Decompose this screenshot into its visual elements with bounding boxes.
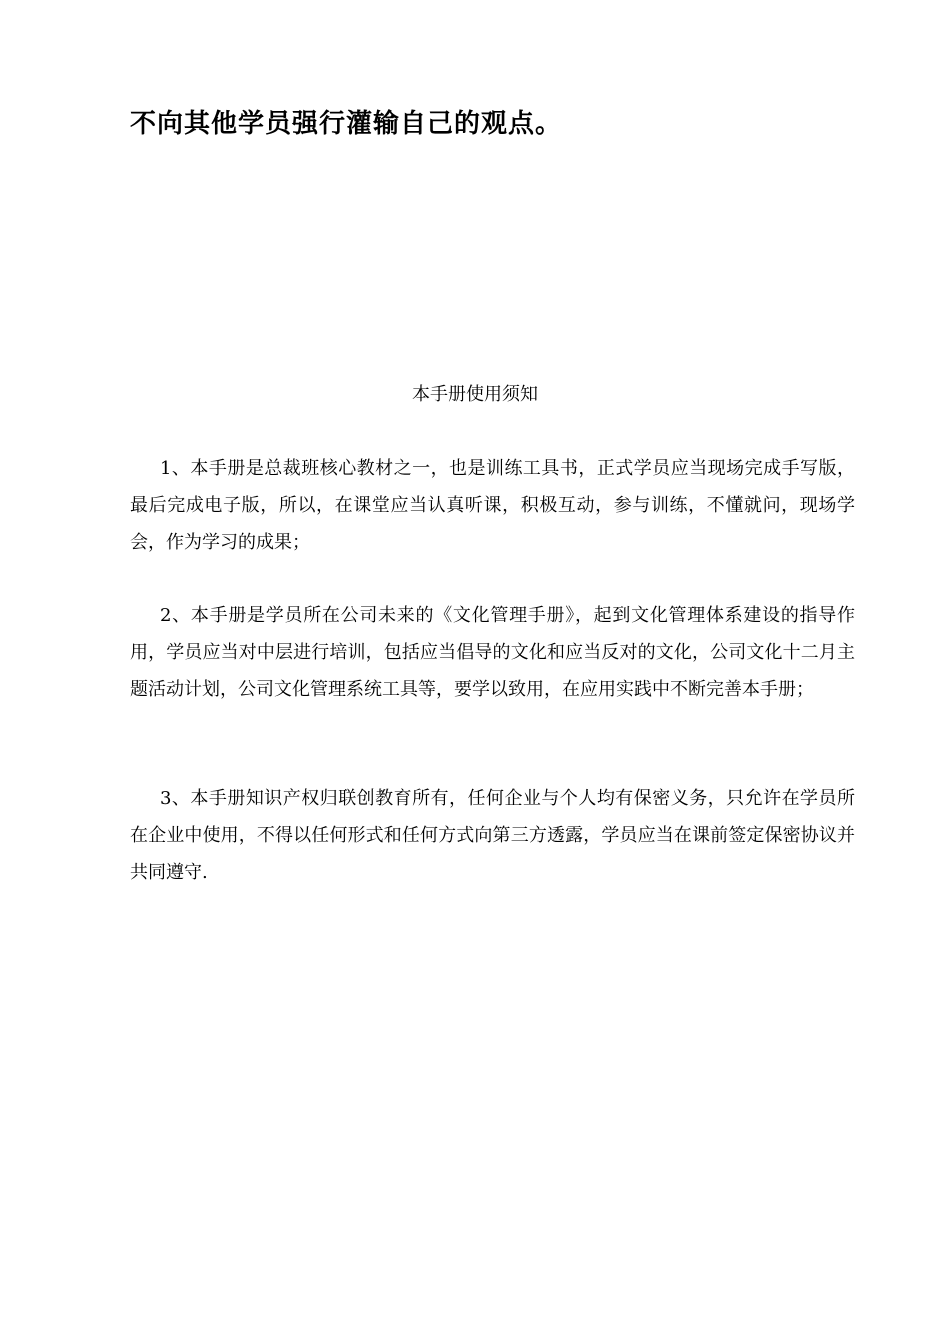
notice-paragraph-3: 3、本手册知识产权归联创教育所有，任何企业与个人均有保密义务，只允许在学员所在企业中使用，不得以任何形式和任何方式向第三方透露，学员应当在课前签定保密协议并共同遵守. [130, 788, 855, 883]
notice-paragraph-2: 2、本手册是学员所在公司未来的《文化管理手册》，起到文化管理体系建设的指导作用，学员应当对中层进行培训，包括应当倡导的文化和应当反对的文化，公司文化十二月主题活动计划，公司文化管理系统工具等，要学以致用，在应用实践中不断完善本手册； [130, 605, 855, 700]
notice-paragraph-1: 1、本手册是总裁班核心教材之一，也是训练工具书，正式学员应当现场完成手写版，最后完成电子版，所以，在课堂应当认真听课，积极互动，参与训练，不懂就问，现场学会，作为学习的成果； [130, 458, 855, 553]
notice-title: 本手册使用须知 [412, 384, 538, 405]
continued-text-line: 不向其他学员强行灌输自己的观点。 [130, 109, 563, 139]
